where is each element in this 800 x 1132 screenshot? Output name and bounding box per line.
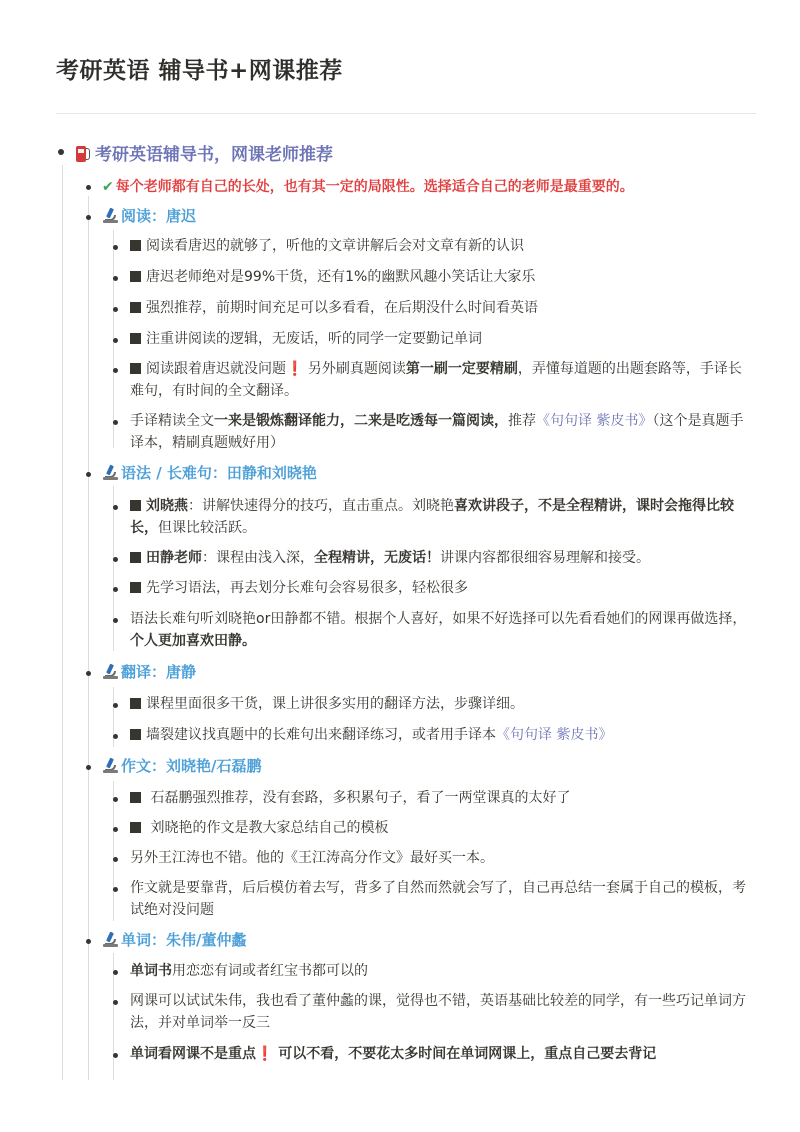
bullet	[113, 505, 118, 510]
bullet	[86, 472, 91, 477]
square-marker-icon	[130, 582, 141, 593]
bullet	[113, 557, 118, 562]
bullet	[113, 618, 118, 623]
list-item: 语法长难句听刘晓艳or田静都不错。根据个人喜好，如果不好选择可以先看看她们的网课再做选择，个人更加喜欢田静。	[130, 611, 747, 649]
section-writing[interactable]	[102, 755, 261, 776]
section-reading[interactable]	[102, 205, 196, 226]
bullet	[86, 765, 91, 770]
outline-guide-line	[88, 196, 89, 1080]
bullet	[113, 587, 118, 592]
bullet	[113, 827, 118, 832]
bullet	[58, 149, 64, 155]
outline-guide-line	[113, 486, 114, 651]
microscope-icon	[102, 207, 119, 223]
book-link[interactable]: 《句句译 紫皮书》	[496, 727, 613, 743]
bullet	[113, 245, 118, 250]
section-vocabulary[interactable]	[102, 929, 246, 950]
list-item: 网课可以试试朱伟，我也看了董仲蠡的课，觉得也不错，英语基础比较差的同学，有一些巧记单词方法，并对单词举一反三	[130, 993, 746, 1031]
root-note	[102, 176, 634, 196]
outline-guide-line	[62, 165, 63, 1080]
microscope-icon	[102, 464, 119, 480]
square-marker-icon	[130, 240, 141, 251]
section-label: 语法 / 长难句：田静和刘晓艳	[121, 464, 317, 482]
list-item: 单词书用恋恋有词或者红宝书都可以的	[130, 963, 368, 979]
bullet	[86, 215, 91, 220]
bullet	[113, 420, 118, 425]
bullet	[113, 797, 118, 802]
bullet	[113, 1000, 118, 1005]
list-item: 刘晓艳的作文是教大家总结自己的模板	[130, 817, 755, 839]
bullet	[113, 970, 118, 975]
list-item: 阅读看唐迟的就够了，听他的文章讲解后会对文章有新的认识	[130, 235, 755, 257]
square-marker-icon	[130, 698, 141, 709]
bullet	[113, 857, 118, 862]
bullet	[86, 671, 91, 676]
exclamation-icon: ❗	[256, 1046, 274, 1062]
root-heading[interactable]	[76, 140, 333, 165]
list-item: 单词看网课不是重点❗ 可以不看，不要花太多时间在单词网课上，重点自己要去背记	[130, 1046, 657, 1062]
bullet	[113, 703, 118, 708]
bullet	[113, 1053, 118, 1058]
square-marker-icon	[130, 500, 141, 511]
section-grammar[interactable]	[102, 462, 317, 483]
square-marker-icon	[130, 729, 141, 740]
square-marker-icon	[130, 792, 141, 803]
list-item: 刘晓燕：讲解快速得分的技巧，直击重点。刘晓艳喜欢讲段子，不是全程精讲，课时会拖得比较长，但课比较活跃。	[130, 498, 734, 536]
fuel-pump-icon	[76, 145, 90, 162]
list-item: 田静老师：课程由浅入深，全程精讲，无废话！讲课内容都很细容易理解和接受。	[130, 547, 755, 569]
microscope-icon	[102, 931, 119, 947]
exclamation-icon: ❗	[286, 361, 304, 377]
title-divider	[56, 113, 756, 114]
square-marker-icon	[130, 333, 141, 344]
list-item: 作文就是要靠背，后后模仿着去写，背多了自然而然就会写了，自己再总结一套属于自己的模板，考试绝对没问题	[130, 880, 746, 918]
list-item: 唐迟老师绝对是99%干货，还有1%的幽默风趣小笑话让大家乐	[130, 266, 755, 288]
bullet	[113, 276, 118, 281]
book-link[interactable]: 《句句译 紫皮书》	[536, 413, 653, 429]
section-label: 阅读：唐迟	[121, 207, 197, 225]
list-item: 手译精读全文一来是锻炼翻译能力，二来是吃透每一篇阅读，推荐《句句译 紫皮书》（这个是真题手译本，精刷真题贼好用）	[130, 413, 744, 451]
list-item: 石磊鹏强烈推荐，没有套路，多积累句子，看了一两堂课真的太好了	[130, 787, 755, 809]
microscope-icon	[102, 757, 119, 773]
square-marker-icon	[130, 363, 141, 374]
section-label: 翻译：唐静	[121, 663, 197, 681]
section-translation[interactable]	[102, 661, 196, 682]
list-item: 另外王江涛也不错。他的《王江涛高分作文》最好买一本。	[130, 850, 494, 866]
bullet	[113, 307, 118, 312]
square-marker-icon	[130, 552, 141, 563]
bullet	[113, 368, 118, 373]
list-item: 强烈推荐，前期时间充足可以多看看，在后期没什么时间看英语	[130, 297, 755, 319]
list-item: 课程里面很多干货，课上讲很多实用的翻译方法，步骤详细。	[130, 693, 755, 715]
bullet	[113, 734, 118, 739]
bullet	[113, 887, 118, 892]
section-label: 作文：刘晓艳/石磊鹏	[121, 757, 262, 775]
square-marker-icon	[130, 271, 141, 282]
microscope-icon	[102, 663, 119, 679]
outline-guide-line	[113, 781, 114, 921]
square-marker-icon	[130, 822, 141, 833]
root-note-text: 每个老师都有自己的长处，也有其一定的局限性。选择适合自己的老师是最重要的。	[115, 179, 634, 195]
root-heading-label: 考研英语辅导书，网课老师推荐	[95, 145, 333, 165]
page-title: 考研英语 辅导书+网课推荐	[56, 58, 343, 84]
list-item: 注重讲阅读的逻辑，无废话，听的同学一定要勤记单词	[130, 328, 755, 350]
bullet	[86, 939, 91, 944]
list-item: 墙裂建议找真题中的长难句出来翻译练习，或者用手译本《句句译 紫皮书》	[130, 724, 755, 746]
list-item: 先学习语法，再去划分长难句会容易很多，轻松很多	[130, 577, 755, 599]
square-marker-icon	[130, 302, 141, 313]
bullet	[86, 185, 91, 190]
bullet	[113, 338, 118, 343]
check-mark-icon: ✔	[102, 179, 114, 195]
section-label: 单词：朱伟/董仲蠡	[121, 931, 247, 949]
list-item: 阅读跟着唐迟就没问题❗ 另外刷真题阅读第一刷一定要精刷，弄懂每道题的出题套路等，手译长难句，有时间的全文翻译。	[130, 361, 742, 399]
